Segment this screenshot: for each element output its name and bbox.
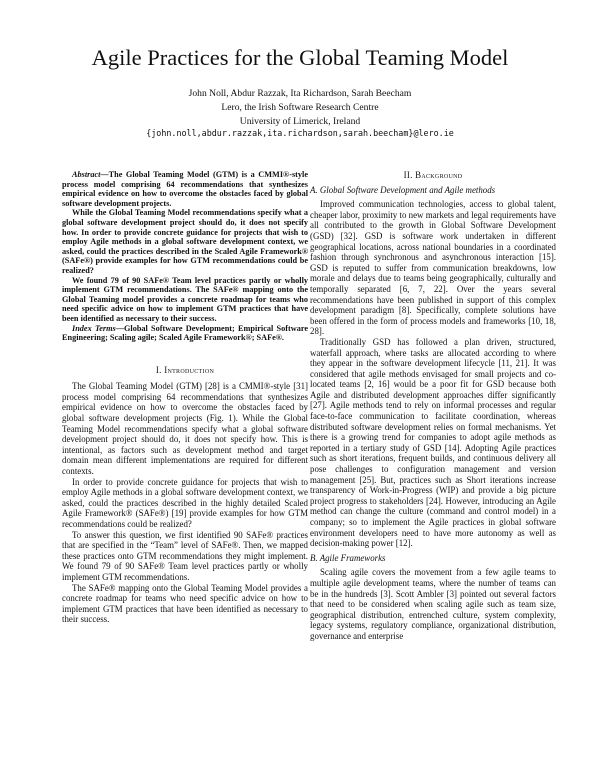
subsection-heading: B. Agile Frameworks (310, 552, 386, 563)
section-heading: II. Background (403, 170, 463, 180)
left-column (62, 170, 308, 625)
affiliation-line: Lero, the Irish Software Research Centre (221, 102, 379, 113)
background-paragraph: Traditionally GSD has followed a plan driven, structured, waterfall approach, where tasks are allocated according to where they appear in the software development lifecycle [11, 21]. It was considered that agile methods envisaged for small projects and co-located teams [2, 16] would be a poor fit for GSD because both Agile and distributed development approaches differ significantly [27]. Agile methods tend to rely on informal processes and regular face-to-face communication to facilitate coordination, whereas distributed software development relies on formal mechanisms. Yet there is a growing trend for companies to adopt agile methods as reported in a tertiary study of GSD [14]. Adopting Agile practices such as short iterations, frequent builds, and continuous delivery all pose challenges to configuration management and version management [25]. But, practices such as Short iterations increase transparency of Work-in-Progress (WIP) and provide a big picture project progress to stakeholders [24]. However, introducing an Agile method can change the culture (command and control model) in a company; so to implement the Agile practices in global software environment developers need to have more autonomy as well as decision-making power [12]. (310, 336, 556, 549)
author-emails: {john.noll,abdur.razzak,ita.richardson,sarah.beecham}@lero.ie (146, 128, 454, 138)
abstract-paragraph: Abstract—The Global Teaming Model (GTM) is a CMMI®-style process model comprising 64 recommendations that synthesizes empirical evidence on how to overcome the obstacles faced by global software development projects. (62, 170, 308, 208)
background-paragraph: Improved communication technologies, access to global talent, cheaper labor, proximity to new markets and legal requirements have all contributed to the growth in Global Software Development (GSD) [32]. GSD is software work undertaken in different geographical locations, across national boundaries in a coordinated fashion through synchronous and asynchronous interaction [15]. GSD is reputed to suffer from communication breakdowns, low morale and delays due to teams being geographically, culturally and temporally separated [6, 7, 22]. Over the years several recommendations have been published in support of this complex development paradigm [8]. Specifically, complete solutions have been offered in the form of process models and frameworks [10, 18, 28]. (310, 199, 556, 337)
right-column (310, 170, 556, 642)
intro-paragraph: The Global Teaming Model (GTM) [28] is a CMMI®-style [31] process model comprising 64 recommendations that synthesizes empirical evidence on how to overcome the obstacles faced by global software development projects (Fig. 1). While the Global Teaming Model recommendations specify what a global software development project should do, it does not specify how. This is intentional, as factors such as development method and target domain mean different implementations are required for different contexts. (62, 381, 308, 477)
section-heading: I. Introduction (155, 364, 215, 375)
intro-paragraph: In order to provide concrete guidance for projects that wish to employ Agile methods in a global software development context, we asked, could the practices described in the highly detailed Scaled Agile Framework® (SAFe®) [19] provide examples for how GTM recommendations could be realized? (62, 476, 308, 529)
abstract-label: Abstract— (72, 170, 109, 179)
intro-paragraph: To answer this question, we first identified 90 SAFe® practices that are specified in the “Team” level of SAFe®. Then, we mapped these practices onto GTM recommendations they might implement. We found 79 of 90 SAFe® Team level practices partly or wholly implement GTM recommendations. (62, 529, 308, 582)
index-terms: Index Terms—Global Software Development; Empirical Software Engineering; Scaling agile; Scaled Agile Framework®; SAFe®. (62, 323, 308, 343)
background-paragraph: Scaling agile covers the movement from a few agile teams to multiple agile development teams, where the number of teams can be in the hundreds [3]. Scott Ambler [3] pointed out several factors that need to be considered when scaling agile such as team size, geographical distribution, entrenched culture, system complexity, legacy systems, regulatory compliance, organizational distribution, governance and enterprise (310, 567, 556, 641)
author-list: John Noll, Abdur Razzak, Ita Richardson, Sarah Beecham (188, 88, 412, 99)
abstract (62, 170, 308, 343)
affiliation (0, 101, 600, 128)
abstract-paragraph: We found 79 of 90 SAFe® Team level practices partly or wholly implement GTM recommendations. The SAFe® mapping onto the Global Teaming model provides a concrete roadmap for teams who need specific advice on how to implement GTM practices that have been identified as necessary to their success. (62, 275, 308, 323)
abstract-paragraph: While the Global Teaming Model recommendations specify what a global software development project should do, it does not specify how. In order to provide concrete guidance for projects that wish to employ Agile methods in a global software development context, we asked, could the practices described in the Scaled Agile Framework® (SAFe®) provide examples for how GTM recommendations could be realized? (62, 208, 308, 275)
intro-paragraph: The SAFe® mapping onto the Global Teaming Model provides a concrete roadmap for teams who need specific advice on how to implement GTM practices that have been identified as necessary to their success. (62, 582, 308, 625)
paper-title: Agile Practices for the Global Teaming Model (91, 45, 509, 70)
subsection-heading: A. Global Software Development and Agile methods (310, 184, 496, 195)
affiliation-line: University of Limerick, Ireland (239, 115, 361, 127)
